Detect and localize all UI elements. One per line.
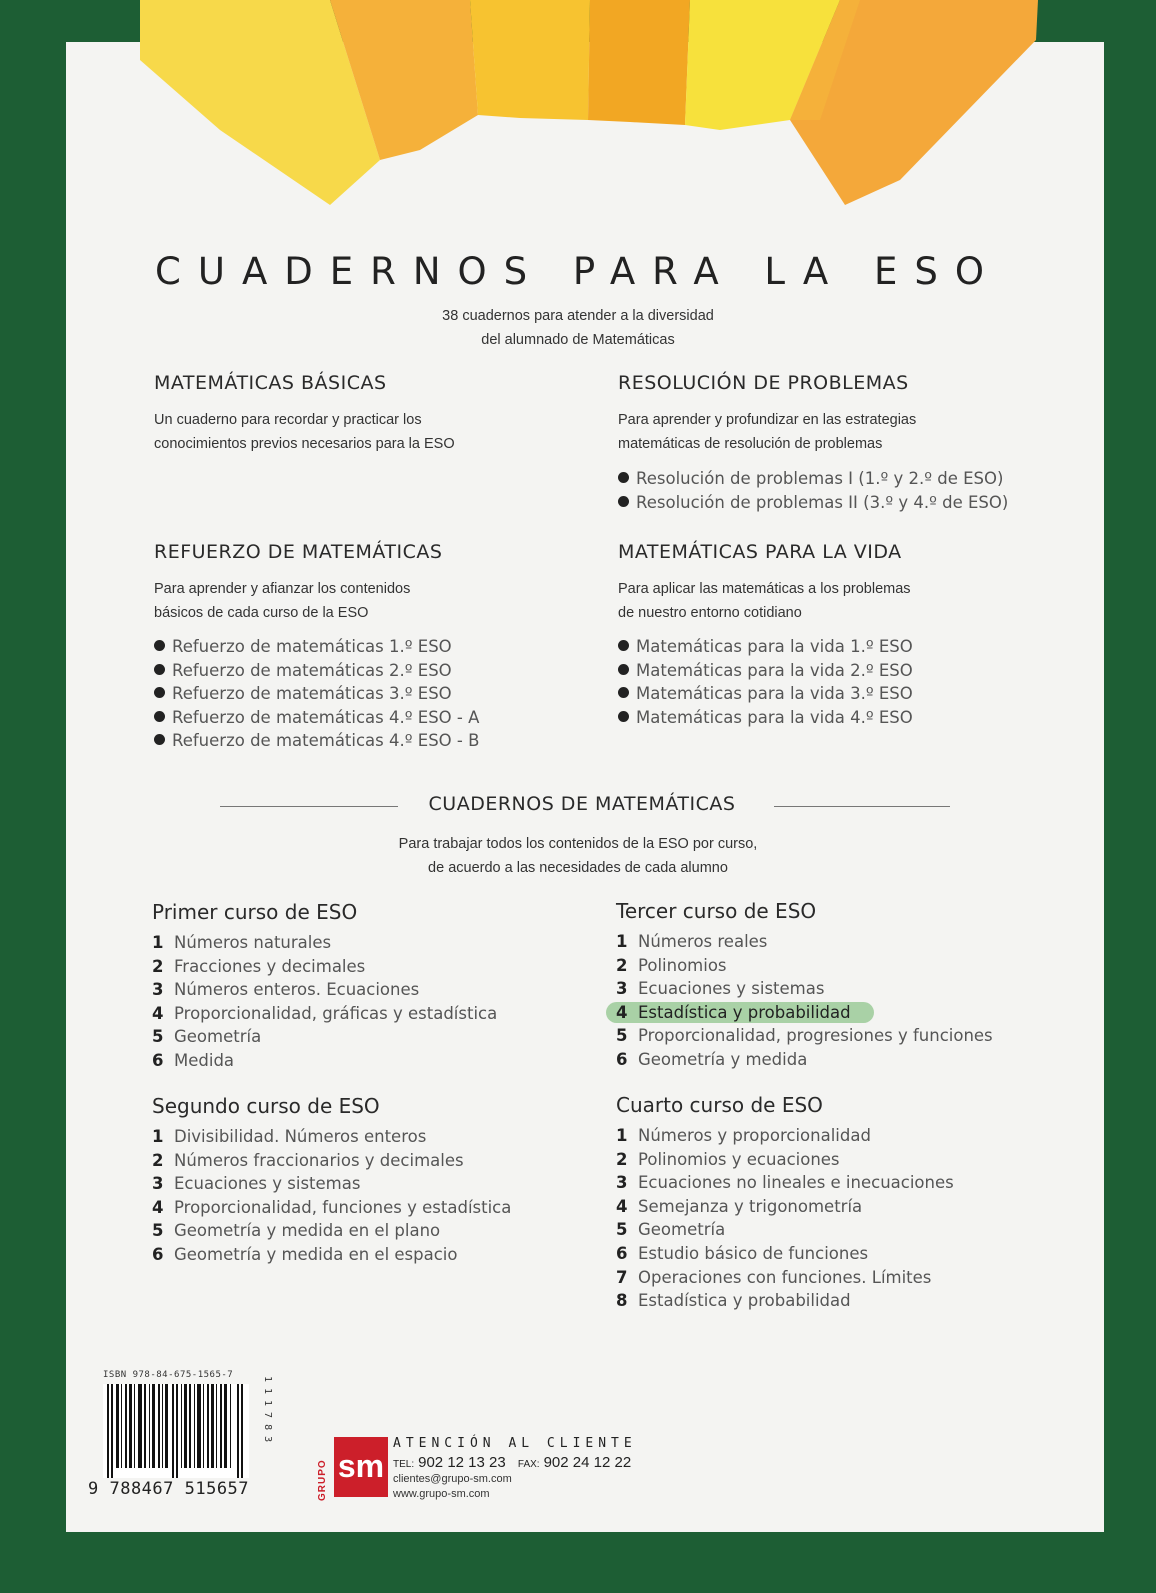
vida-list bbox=[618, 635, 913, 729]
course-heading-primero: Primer curso de ESO bbox=[152, 900, 358, 924]
list-item: Refuerzo de matemáticas 4.º ESO - B bbox=[154, 729, 479, 753]
page-subtitle bbox=[0, 304, 1156, 352]
list-item: 1 Números y proporcionalidad bbox=[616, 1126, 871, 1145]
list-item: 8 Estadística y probabilidad bbox=[616, 1291, 851, 1311]
bullet-icon bbox=[618, 664, 629, 675]
list-item: 6 Estudio básico de funciones bbox=[616, 1243, 869, 1263]
bullet-icon bbox=[154, 711, 165, 722]
course-heading-segundo: Segundo curso de ESO bbox=[152, 1094, 380, 1118]
list-item: 5 Proporcionalidad, progresiones y funciones bbox=[616, 1026, 993, 1046]
grupo-label: GRUPO bbox=[317, 1459, 328, 1501]
bullet-icon bbox=[154, 734, 165, 745]
divider bbox=[774, 806, 950, 807]
desc-line: Para aprender y profundizar en las estrategias bbox=[618, 412, 917, 428]
subtitle-line: 38 cuadernos para atender a la diversidad bbox=[442, 308, 714, 324]
desc-line: Para aprender y afianzar los contenidos bbox=[154, 581, 411, 597]
list-item: 6 Medida bbox=[152, 1050, 235, 1070]
cuarto-list bbox=[616, 1124, 954, 1313]
list-item: 2 Fracciones y decimales bbox=[152, 956, 366, 976]
list-item: 4 Semejanza y trigonometría bbox=[616, 1196, 863, 1216]
list-item-highlighted: 4 Estadística y probabilidad bbox=[616, 1001, 993, 1025]
attention-heading: ATENCIÓN AL CLIENTE bbox=[393, 1436, 637, 1451]
bullet-icon bbox=[618, 711, 629, 722]
section-desc-refuerzo bbox=[154, 577, 410, 625]
list-item: 5 Geometría bbox=[152, 1027, 262, 1047]
vertical-code: 111783 bbox=[262, 1376, 273, 1449]
refuerzo-list bbox=[154, 635, 479, 753]
desc-line: de nuestro entorno cotidiano bbox=[618, 605, 802, 621]
desc-line: matemáticas de resolución de problemas bbox=[618, 436, 883, 452]
list-item: 6 Geometría y medida en el espacio bbox=[152, 1244, 458, 1264]
list-item: Matemáticas para la vida 1.º ESO bbox=[618, 635, 913, 659]
sm-logo: sm bbox=[334, 1437, 388, 1497]
bullet-icon bbox=[154, 687, 165, 698]
bullet-icon bbox=[618, 687, 629, 698]
section-desc-basicas bbox=[154, 408, 455, 456]
desc-line: básicos de cada curso de la ESO bbox=[154, 605, 369, 621]
email-link[interactable]: clientes@grupo-sm.com bbox=[393, 1473, 512, 1485]
section-desc-resolucion bbox=[618, 408, 916, 456]
list-item: Matemáticas para la vida 2.º ESO bbox=[618, 659, 913, 683]
list-item: Refuerzo de matemáticas 4.º ESO - A bbox=[154, 706, 479, 730]
fax-number: 902 24 12 22 bbox=[543, 1454, 632, 1471]
list-item: 7 Operaciones con funciones. Límites bbox=[616, 1267, 932, 1287]
list-item: 4 Proporcionalidad, gráficas y estadística bbox=[152, 1003, 498, 1023]
resolucion-list bbox=[618, 467, 1008, 514]
desc-line: Para trabajar todos los contenidos de la ESO por curso, bbox=[398, 836, 758, 852]
course-heading-cuarto: Cuarto curso de ESO bbox=[616, 1093, 823, 1117]
section-heading-basicas: MATEMÁTICAS BÁSICAS bbox=[154, 372, 387, 394]
bullet-icon bbox=[618, 496, 629, 507]
list-item: 3 Ecuaciones y sistemas bbox=[152, 1174, 361, 1194]
segundo-list bbox=[152, 1125, 511, 1267]
list-item: 4 Proporcionalidad, funciones y estadística bbox=[152, 1197, 512, 1217]
tel-number: 902 12 13 23 bbox=[418, 1454, 506, 1471]
desc-line: Un cuaderno para recordar y practicar los bbox=[154, 412, 422, 428]
list-item: 6 Geometría y medida bbox=[616, 1049, 808, 1069]
primero-list bbox=[152, 931, 497, 1073]
list-item: 2 Polinomios y ecuaciones bbox=[616, 1149, 840, 1169]
bullet-icon bbox=[618, 472, 629, 483]
course-heading-tercero: Tercer curso de ESO bbox=[616, 899, 817, 923]
list-item: Matemáticas para la vida 3.º ESO bbox=[618, 682, 913, 706]
list-item: Refuerzo de matemáticas 2.º ESO bbox=[154, 659, 479, 683]
barcode-graphic bbox=[103, 1384, 249, 1478]
list-item: 1 Divisibilidad. Números enteros bbox=[152, 1127, 427, 1146]
web-link[interactable]: www.grupo-sm.com bbox=[393, 1488, 490, 1500]
page-title: CUADERNOS PARA LA ESO bbox=[155, 250, 1001, 293]
list-item: 3 Números enteros. Ecuaciones bbox=[152, 980, 420, 1000]
section-desc-vida bbox=[618, 577, 911, 625]
list-item: Refuerzo de matemáticas 3.º ESO bbox=[154, 682, 479, 706]
bullet-icon bbox=[154, 640, 165, 651]
bullet-icon bbox=[154, 664, 165, 675]
section-heading-refuerzo: REFUERZO DE MATEMÁTICAS bbox=[154, 541, 443, 563]
desc-line: Para aplicar las matemáticas a los problemas bbox=[618, 581, 911, 597]
list-item: 5 Geometría bbox=[616, 1220, 726, 1240]
desc-line: de acuerdo a las necesidades de cada alumno bbox=[428, 860, 728, 876]
list-item: Resolución de problemas I (1.º y 2.º de ESO) bbox=[618, 467, 1008, 491]
section-heading-vida: MATEMÁTICAS PARA LA VIDA bbox=[618, 541, 902, 563]
tercero-list bbox=[616, 930, 993, 1072]
list-item: Refuerzo de matemáticas 1.º ESO bbox=[154, 635, 479, 659]
list-item: 2 Números fraccionarios y decimales bbox=[152, 1150, 464, 1170]
bullet-icon bbox=[618, 640, 629, 651]
list-item: Resolución de problemas II (3.º y 4.º de ESO) bbox=[618, 491, 1008, 515]
fax-label: FAX: bbox=[517, 1459, 540, 1470]
list-item: 3 Ecuaciones y sistemas bbox=[616, 979, 825, 999]
divider bbox=[220, 806, 398, 807]
section-desc-cuadernos bbox=[0, 832, 1156, 880]
list-item: 3 Ecuaciones no lineales e inecuaciones bbox=[616, 1173, 954, 1193]
desc-line: conocimientos previos necesarios para la ESO bbox=[154, 436, 455, 452]
section-heading-cuadernos: CUADERNOS DE MATEMÁTICAS bbox=[428, 793, 736, 815]
list-item: 1 Números naturales bbox=[152, 933, 332, 952]
list-item: Matemáticas para la vida 4.º ESO bbox=[618, 706, 913, 730]
tel-label: TEL: bbox=[393, 1459, 415, 1470]
section-heading-resolucion: RESOLUCIÓN DE PROBLEMAS bbox=[618, 372, 909, 394]
list-item: 1 Números reales bbox=[616, 932, 768, 951]
barcode-digits: 9 788467 515657 bbox=[88, 1479, 250, 1499]
list-item: 5 Geometría y medida en el plano bbox=[152, 1221, 441, 1241]
phone-line bbox=[393, 1454, 631, 1471]
isbn-label: ISBN 978-84-675-1565-7 bbox=[103, 1370, 234, 1380]
subtitle-line: del alumnado de Matemáticas bbox=[481, 332, 675, 348]
list-item: 2 Polinomios bbox=[616, 955, 727, 975]
